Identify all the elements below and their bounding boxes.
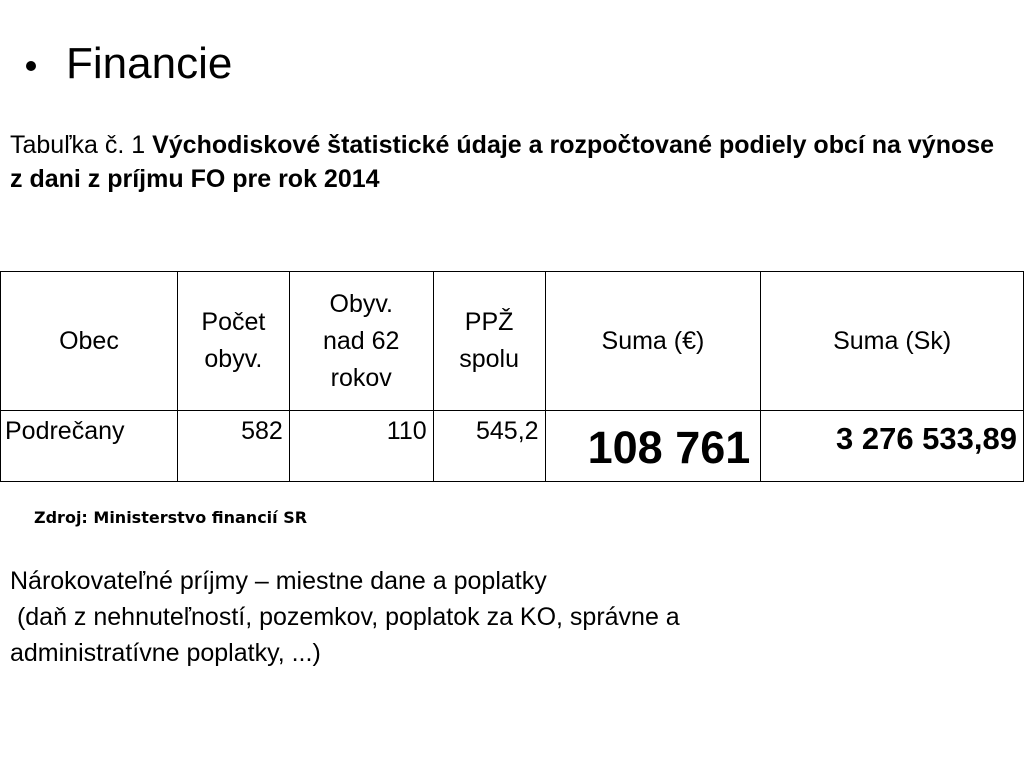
- heading-text: Financie: [66, 39, 233, 88]
- cell-pocet: [177, 411, 289, 482]
- cell-suma-sk: [761, 411, 1024, 482]
- source-note: Zdroj: Ministerstvo financií SR: [34, 508, 308, 527]
- caption-title: Východiskové štatistické údaje a rozpočtované podiely obcí na výnose z dani z príjmu FO pre rok 2014: [10, 131, 995, 193]
- header-pocet-line1: Počet: [201, 308, 266, 336]
- header-obec-label: Obec: [59, 326, 119, 355]
- caption-prefix: Tabuľka č. 1: [10, 131, 153, 159]
- notes-line-2: (daň z nehnuteľností, pozemkov, poplatok za KO, správne a: [10, 603, 680, 631]
- header-ppz: [433, 272, 545, 411]
- statistics-table: [0, 271, 1024, 482]
- header-obyv-line3: rokov: [330, 363, 392, 392]
- table-row: [1, 411, 1024, 482]
- header-suma-sk: [761, 272, 1024, 411]
- table-caption: [10, 128, 1000, 196]
- header-obyv-line2: nad 62: [322, 326, 400, 355]
- bullet-icon: [26, 61, 36, 71]
- cell-obyv: [289, 411, 433, 482]
- notes-line-3: administratívne poplatky, ...): [10, 639, 321, 667]
- header-obyv: [289, 272, 433, 411]
- header-ppz-line2: spolu: [459, 345, 519, 373]
- notes-block: [10, 563, 1000, 671]
- cell-obyv-value: 110: [386, 417, 427, 445]
- header-suma-sk-label: Suma (Sk): [833, 326, 952, 355]
- header-obec: [1, 272, 178, 411]
- bullet-heading: [26, 38, 232, 90]
- header-suma-eur: [545, 272, 761, 411]
- cell-ppz-value: 545,2: [476, 417, 539, 445]
- cell-obec: [1, 411, 178, 482]
- table-header-row: [1, 272, 1024, 411]
- header-pocet-line2: obyv.: [204, 345, 263, 373]
- cell-obec-value: Podrečany: [5, 417, 125, 445]
- cell-suma-eur: [545, 411, 761, 482]
- notes-line-1: Nárokovateľné príjmy – miestne dane a poplatky: [10, 567, 547, 595]
- header-ppz-line1: PPŽ: [464, 308, 514, 336]
- cell-ppz: [433, 411, 545, 482]
- header-suma-eur-label: Suma (€): [601, 326, 705, 355]
- cell-suma-eur-value: 108 761: [587, 422, 751, 473]
- header-pocet: [177, 272, 289, 411]
- header-obyv-line1: Obyv.: [329, 289, 393, 318]
- cell-suma-sk-value: 3 276 533,89: [835, 421, 1017, 456]
- cell-pocet-value: 582: [241, 417, 283, 445]
